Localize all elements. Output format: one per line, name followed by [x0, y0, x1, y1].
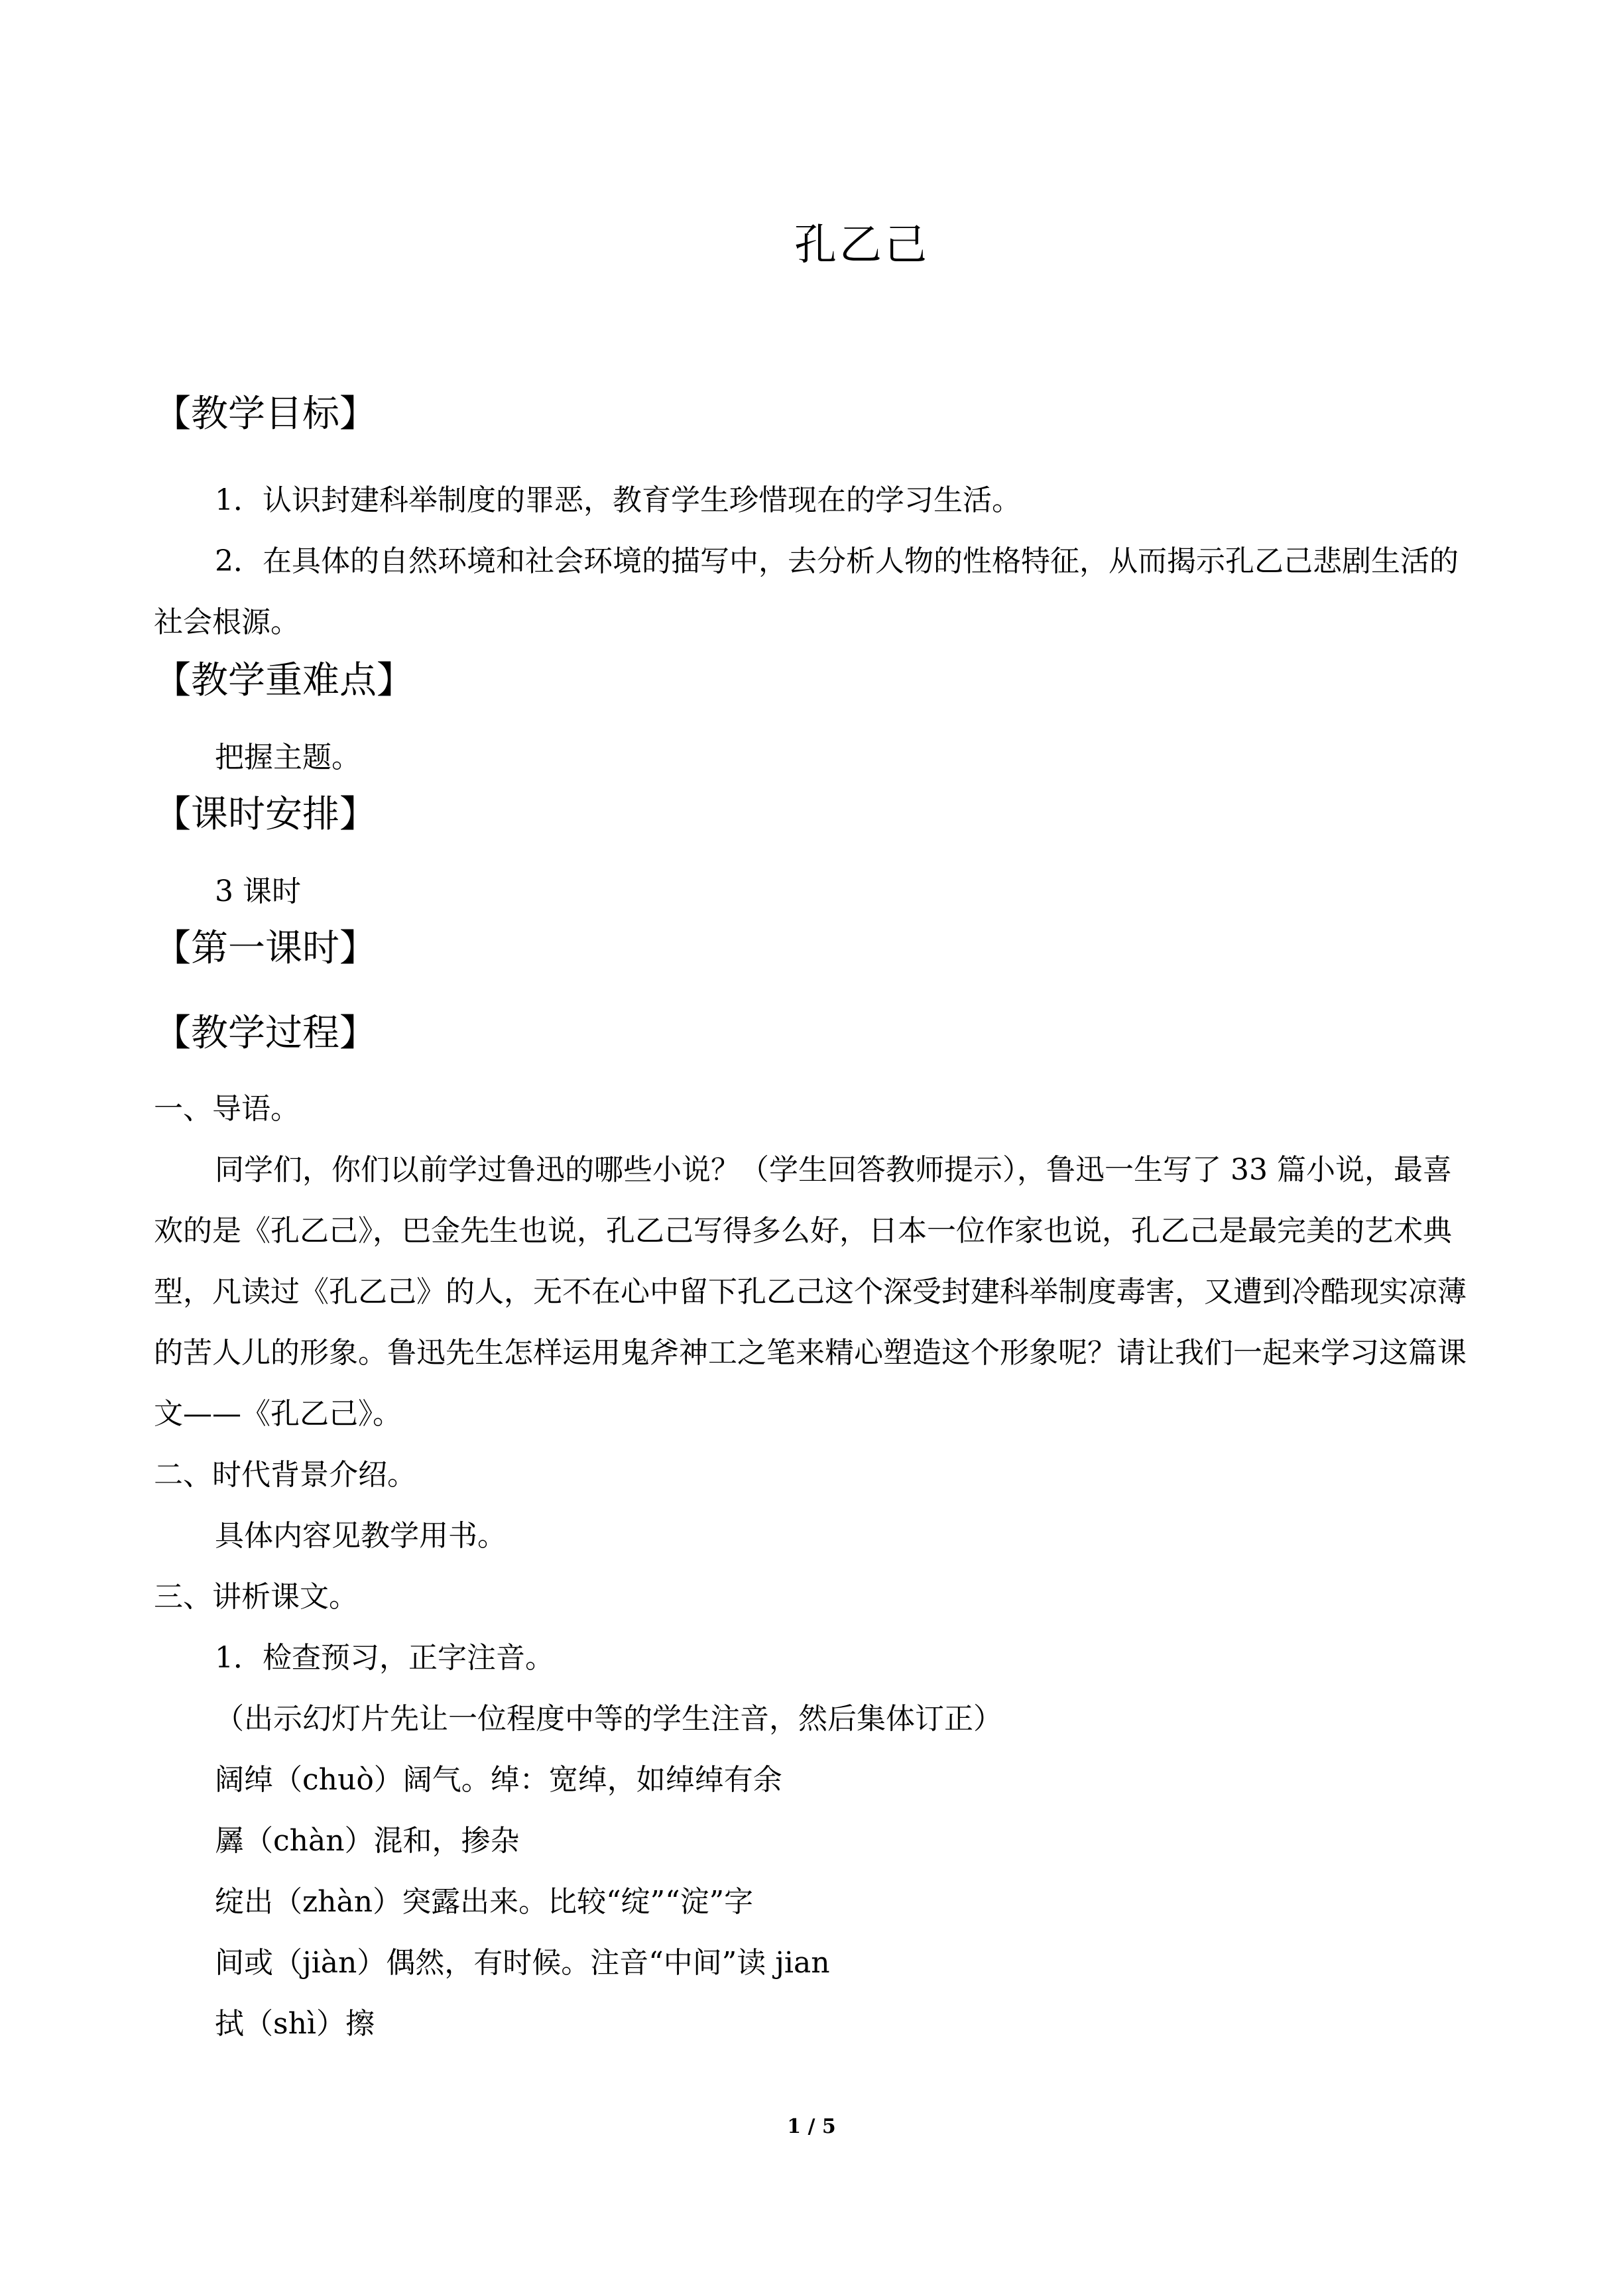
vocab-item: 拭（shì）擦 — [215, 2007, 375, 2041]
key-points-heading: 【教学重难点】 — [154, 659, 414, 702]
analysis-step-1: 1．检查预习，正字注音。 — [215, 1641, 554, 1675]
lesson1-heading: 【第一课时】 — [154, 927, 377, 970]
schedule-heading: 【课时安排】 — [154, 793, 377, 836]
intro-heading: 一、导语。 — [154, 1092, 300, 1126]
background-text: 具体内容见教学用书。 — [215, 1519, 507, 1553]
vocab-item: 阔绰（chuò）阔气。绰：宽绰，如绰绰有余 — [215, 1763, 782, 1797]
process-heading: 【教学过程】 — [154, 1012, 377, 1055]
document-title: 孔乙己 — [794, 221, 930, 270]
analysis-note: （出示幻灯片先让一位程度中等的学生注音，然后集体订正） — [215, 1702, 1002, 1736]
objectives-heading: 【教学目标】 — [154, 393, 377, 436]
vocab-item: 间或（jiàn）偶然，有时候。注音“中间”读 jian — [215, 1946, 830, 1980]
objective-2: 2．在具体的自然环境和社会环境的描写中，去分析人物的性格特征，从而揭示孔乙己悲剧生活的社会根源。 — [154, 544, 1459, 639]
document-body — [154, 388, 1480, 2055]
schedule-text: 3 课时 — [215, 875, 301, 908]
background-heading: 二、时代背景介绍。 — [154, 1458, 416, 1492]
intro-text: 同学们，你们以前学过鲁迅的哪些小说？（学生回答教师提示），鲁迅一生写了 33 篇小说，最喜欢的是《孔乙己》，巴金先生也说，孔乙己写得多么好，日本一位作家也说，孔乙己是最完美的艺术典型，凡读过《孔乙己》的人，无不在心中留下孔乙己这个深受封建科举制度毒害，又遭到冷酷现实凉薄的苦人儿的形象。鲁迅先生怎样运用鬼斧神工之笔来精心塑造这个形象呢？请让我们一起来学习这篇课文——《孔乙己》。 — [154, 1153, 1467, 1431]
key-points-text: 把握主题。 — [215, 741, 361, 774]
objective-1: 1．认识封建科举制度的罪恶，教育学生珍惜现在的学习生活。 — [215, 483, 1021, 517]
page-number: 1 / 5 — [787, 2115, 836, 2138]
analysis-heading: 三、讲析课文。 — [154, 1580, 358, 1614]
vocab-item: 绽出（zhàn）突露出来。比较“绽”“淀”字 — [215, 1885, 754, 1919]
vocab-item: 羼（chàn）混和，掺杂 — [215, 1824, 520, 1858]
